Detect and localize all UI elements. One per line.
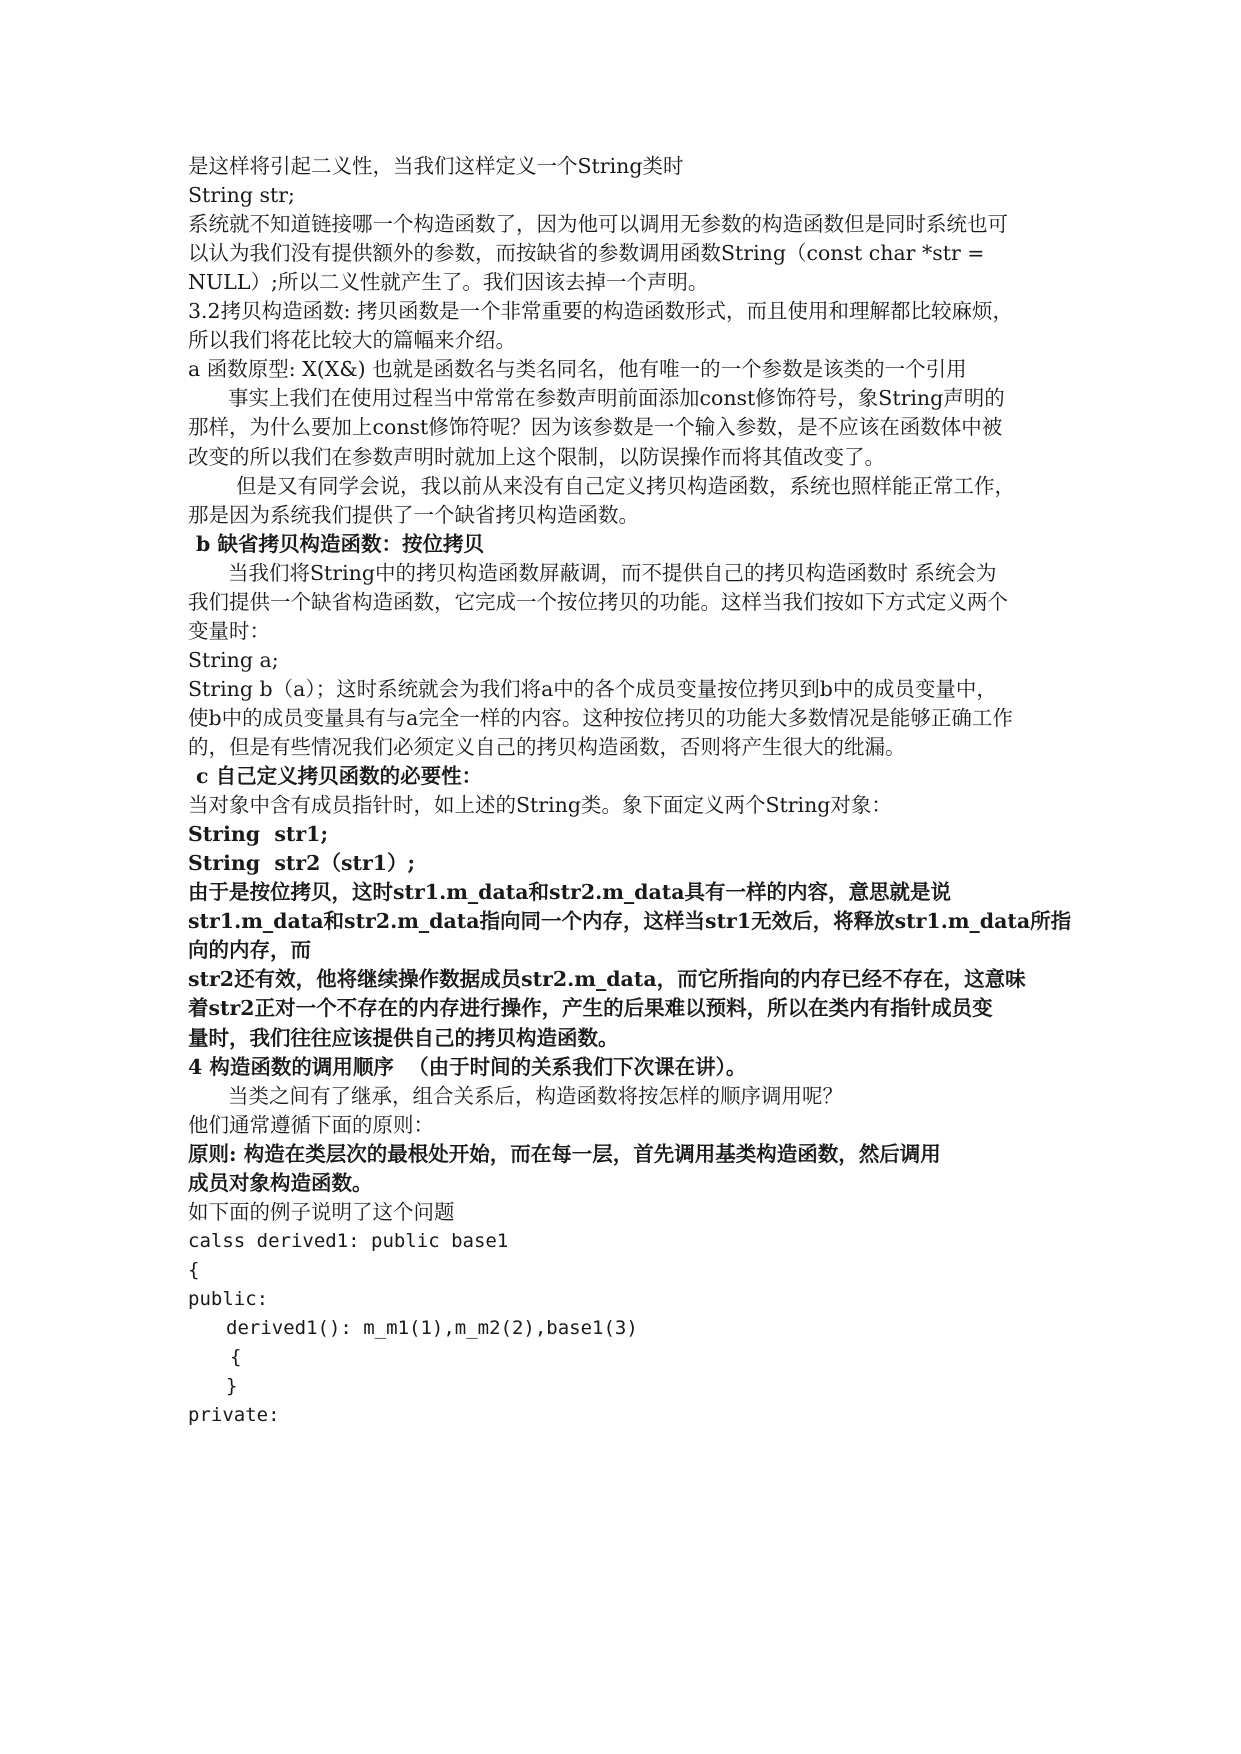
text-line: a 函数原型: X(X&) 也就是函数名与类名同名，他有唯一的一个参数是该类的一个引用 <box>188 357 967 382</box>
text-line: 4 构造函数的调用顺序 （由于时间的关系我们下次课在讲）。 <box>188 1054 747 1079</box>
text-line: private: <box>188 1404 280 1427</box>
text-line: 由于是按位拷贝，这时str1.m_data和str2.m_data具有一样的内容，意思就是说 <box>188 880 952 905</box>
text-line: 是这样将引起二义性，当我们这样定义一个String类时 <box>188 154 684 178</box>
text-line: 当类之间有了继承，组合关系后，构造函数将按怎样的顺序调用呢？ <box>228 1083 843 1108</box>
text-line: 那是因为系统我们提供了一个缺省拷贝构造函数。 <box>188 502 639 527</box>
text-line: 成员对象构造函数。 <box>188 1170 373 1195</box>
text-line: 我们提供一个缺省构造函数，它完成一个按位拷贝的功能。这样当我们按如下方式定义两个 <box>188 589 1008 614</box>
text-line: 使b中的成员变量具有与a完全一样的内容。这种按位拷贝的功能大多数情况是能够正确工作 <box>188 705 1013 730</box>
text-line: 但是又有同学会说，我以前从来没有自己定义拷贝构造函数，系统也照样能正常工作， <box>236 473 1015 498</box>
text-line: 量时，我们往往应该提供自己的拷贝构造函数。 <box>188 1025 619 1050</box>
text-line: } <box>226 1375 238 1398</box>
text-line: 事实上我们在使用过程当中常常在参数声明前面添加const修饰符号，象String声明的 <box>228 386 1005 411</box>
text-line: String str; <box>188 183 295 208</box>
text-line: { <box>230 1346 242 1369</box>
text-line: 3.2拷贝构造函数: 拷贝函数是一个非常重要的构造函数形式，而且使用和理解都比较麻烦， <box>188 299 1014 324</box>
text-line: String str1; <box>188 822 329 847</box>
text-line: 系统就不知道链接哪一个构造函数了，因为他可以调用无参数的构造函数但是同时系统也可 <box>188 212 1008 237</box>
text-line: 变量时： <box>188 618 270 643</box>
text-line: derived1(): m_m1(1),m_m2(2),base1(3) <box>226 1317 638 1339</box>
text-line: String str2（str1）; <box>188 851 416 876</box>
text-line: NULL）;所以二义性就产生了。我们因该去掉一个声明。 <box>188 270 709 295</box>
text-line: str1.m_data和str2.m_data指向同一个内存，这样当str1无效后，将释放str1.m_data所指 <box>188 909 1072 934</box>
text-line: str2还有效，他将继续操作数据成员str2.m_data，而它所指向的内存已经不存在，这意味 <box>188 967 1026 992</box>
text-line: 原则: 构造在类层次的最根处开始，而在每一层，首先调用基类构造函数，然后调用 <box>188 1141 941 1166</box>
text-line: 的，但是有些情况我们必须定义自己的拷贝构造函数，否则将产生很大的纰漏。 <box>188 735 906 759</box>
text-line: 着str2正对一个不存在的内存进行操作，产生的后果难以预料，所以在类内有指针成员变 <box>188 996 993 1021</box>
text-line: String b（a）；这时系统就会为我们将a中的各个成员变量按位拷贝到b中的成员变量中， <box>188 676 997 701</box>
text-line: String a; <box>188 647 279 672</box>
text-line: c 自己定义拷贝函数的必要性： <box>196 764 483 789</box>
text-line: 以认为我们没有提供额外的参数，而按缺省的参数调用函数String（const char *str = <box>188 241 985 266</box>
text-line: 他们通常遵循下面的原则： <box>188 1112 434 1137</box>
text-line: 向的内存，而 <box>188 938 311 963</box>
text-line: 那样，为什么要加上const修饰符呢？因为该参数是一个输入参数，是不应该在函数体中被 <box>188 415 1003 440</box>
text-line: 如下面的例子说明了这个问题 <box>188 1199 455 1224</box>
text-line: 当对象中含有成员指针时，如上述的String类。象下面定义两个String对象： <box>188 793 892 818</box>
text-line: { <box>188 1258 200 1281</box>
text-line: 改变的所以我们在参数声明时就加上这个限制，以防误操作而将其值改变了。 <box>188 444 885 469</box>
text-line: calss derived1: public base1 <box>188 1229 509 1252</box>
text-line: b 缺省拷贝构造函数：按位拷贝 <box>196 531 484 556</box>
text-line: public: <box>188 1287 269 1310</box>
text-line: 当我们将String中的拷贝构造函数屏蔽调，而不提供自己的拷贝构造函数时 系统会为 <box>228 560 997 585</box>
text-line: 所以我们将花比较大的篇幅来介绍。 <box>188 328 516 353</box>
